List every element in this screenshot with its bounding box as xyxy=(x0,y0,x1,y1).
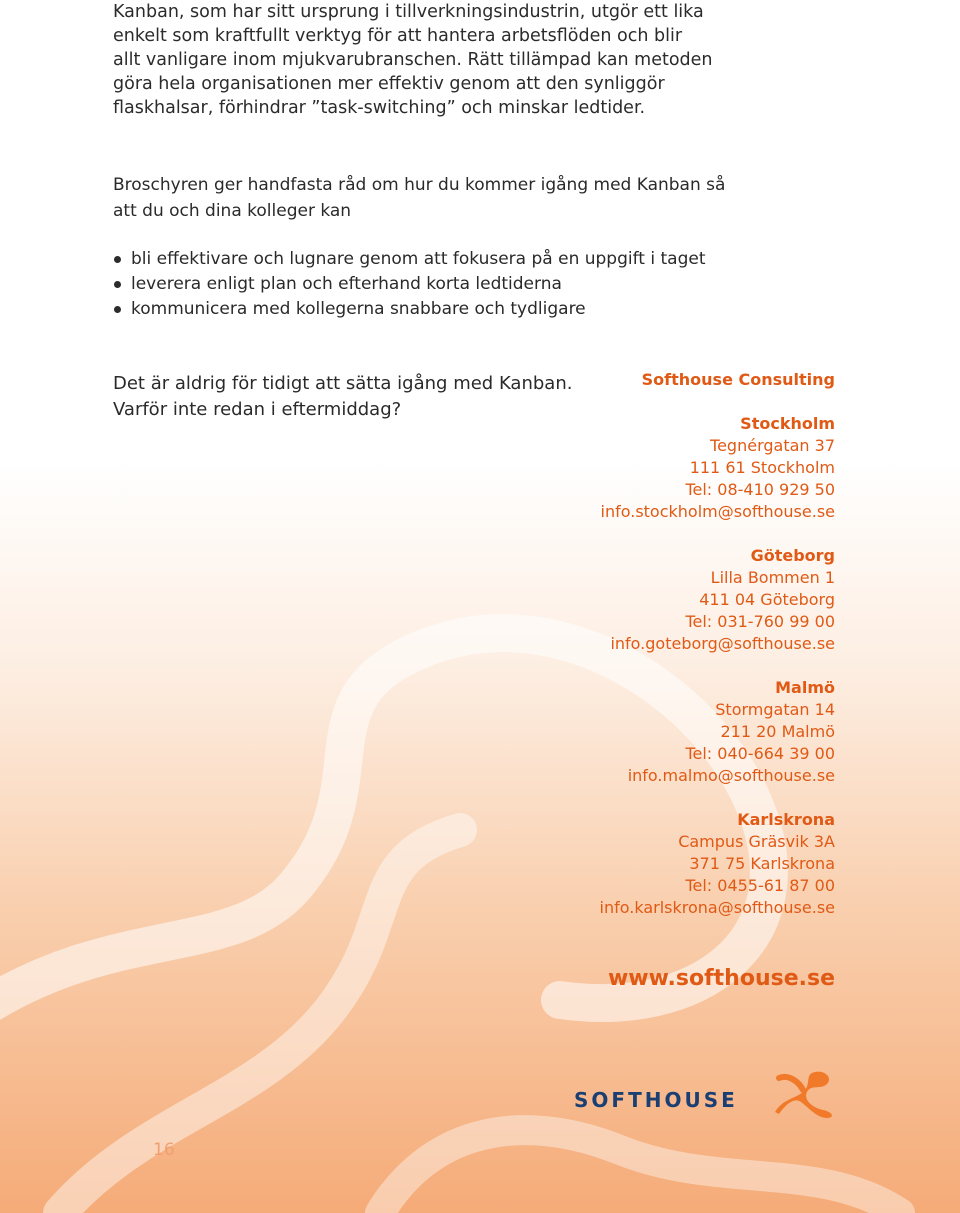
office-email-link[interactable]: info.stockholm@softhouse.se xyxy=(600,502,835,521)
closing-line-1: Det är aldrig för tidigt att sätta igång med Kanban. xyxy=(113,373,573,394)
office-email-link[interactable]: info.goteborg@softhouse.se xyxy=(610,634,835,653)
office-phone: Tel: 031-760 99 00 xyxy=(685,612,835,631)
office-city: Malmö xyxy=(775,678,835,697)
list-item: bli effektivare och lugnare genom att fokusera på en uppgift i taget xyxy=(113,247,713,272)
lead-paragraph: Broschyren ger handfasta råd om hur du kommer igång med Kanban så att du och dina kolleger kan xyxy=(113,175,726,221)
logo-wordmark: SOFTHOUSE xyxy=(574,1088,738,1112)
office-goteborg xyxy=(505,545,835,655)
page-number: 16 xyxy=(153,1140,175,1160)
office-street: Lilla Bommen 1 xyxy=(710,568,835,587)
office-karlskrona xyxy=(505,809,835,919)
office-postal: 411 04 Göteborg xyxy=(699,590,835,609)
list-item: leverera enligt plan och efterhand korta ledtiderna xyxy=(113,272,713,297)
office-city: Göteborg xyxy=(750,546,835,565)
office-city: Karlskrona xyxy=(737,810,835,829)
intro-paragraph: Kanban, som har sitt ursprung i tillverkningsindustrin, utgör ett lika enkelt som kraftfullt verktyg för att hantera arbetsflöden och blir allt vanligare inom mjukvarubranschen. Rätt tillämpad kan metoden göra hela organisationen mer effektiv genom att den synliggör flaskhalsar, förhindrar ”task-switching” och minskar ledtider. xyxy=(113,2,713,118)
office-street: Campus Gräsvik 3A xyxy=(678,832,835,851)
contact-block xyxy=(505,369,835,941)
office-malmo xyxy=(505,677,835,787)
logo-swirl-icon xyxy=(769,1068,839,1120)
office-postal: 111 61 Stockholm xyxy=(689,458,835,477)
office-city: Stockholm xyxy=(740,414,835,433)
office-phone: Tel: 040-664 39 00 xyxy=(685,744,835,763)
closing-line-2: Varför inte redan i eftermiddag? xyxy=(113,399,402,420)
list-item: kommunicera med kollegerna snabbare och tydligare xyxy=(113,297,713,322)
office-postal: 371 75 Karlskrona xyxy=(689,854,835,873)
office-postal: 211 20 Malmö xyxy=(720,722,835,741)
office-street: Stormgatan 14 xyxy=(715,700,835,719)
office-street: Tegnérgatan 37 xyxy=(710,436,835,455)
company-name: Softhouse Consulting xyxy=(641,370,835,389)
benefit-list xyxy=(113,247,713,322)
office-phone: Tel: 0455-61 87 00 xyxy=(685,876,835,895)
softhouse-logo xyxy=(574,1068,839,1120)
office-email-link[interactable]: info.karlskrona@softhouse.se xyxy=(599,898,835,917)
office-stockholm xyxy=(505,413,835,523)
website-link[interactable]: www.softhouse.se xyxy=(607,966,835,991)
office-phone: Tel: 08-410 929 50 xyxy=(685,480,835,499)
office-email-link[interactable]: info.malmo@softhouse.se xyxy=(627,766,835,785)
